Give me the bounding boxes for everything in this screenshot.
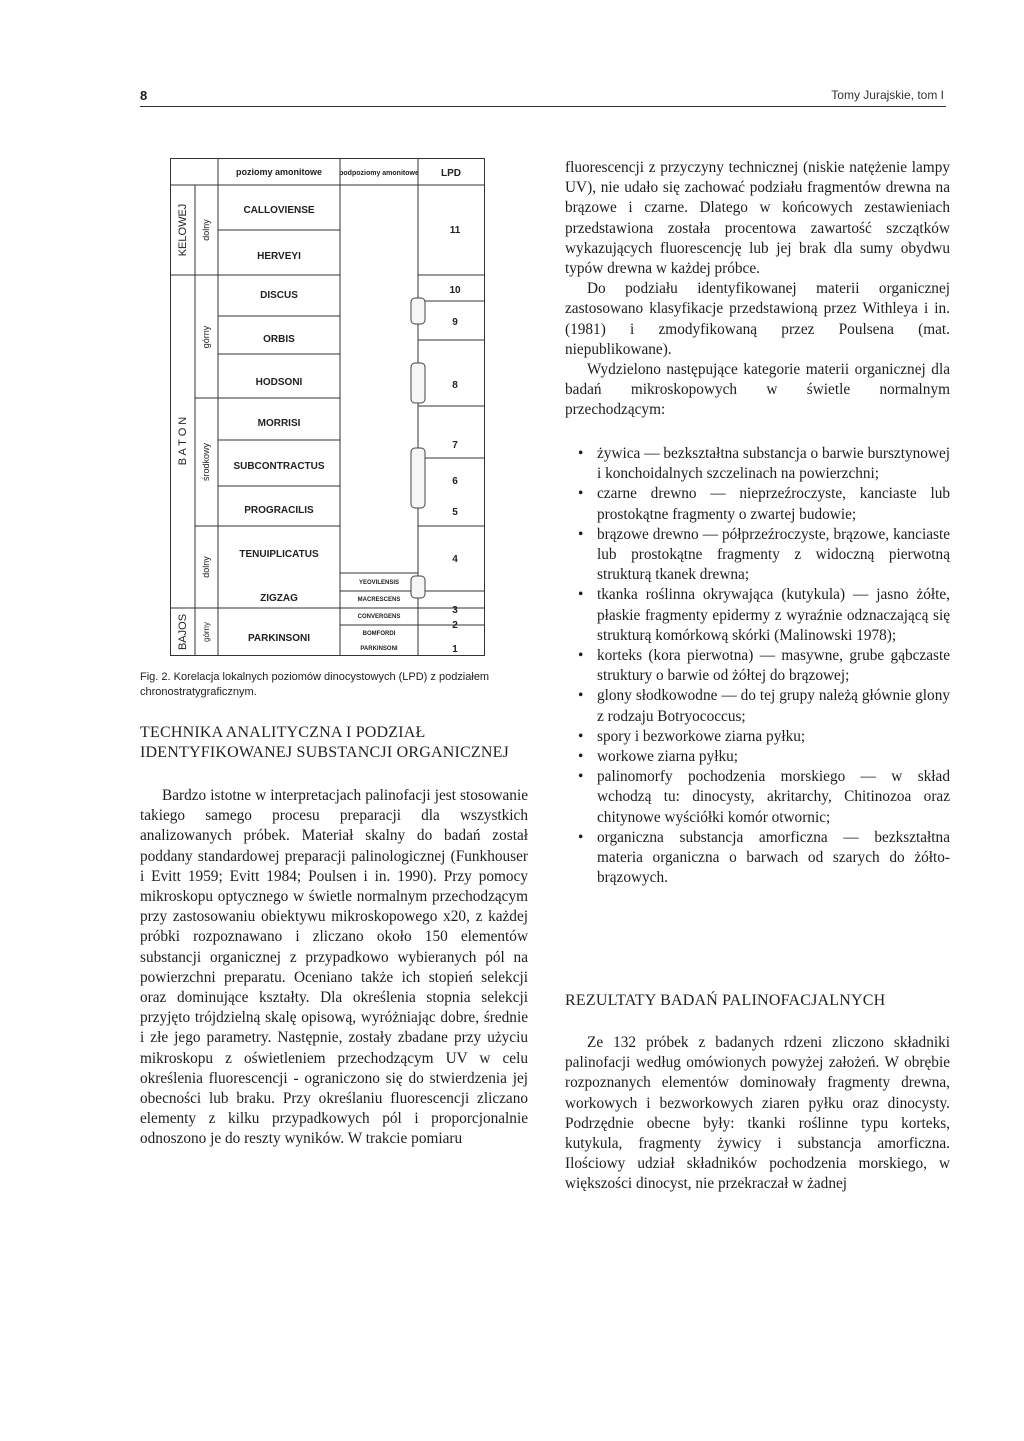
left-paragraph: Bardzo istotne w interpretacjach palinofacji jest stosowanie takiego samego procesu preparacji dla wszystkich analizowanych próbek. Materiał skalny do badań został poddany standardowej preparacji palinologicznej (Funkhouser i Evitt 1959; Evitt 1984; Poulsen i in. 1990). Przy pomocy mikroskopu optycznego w świetle normalnym przechodzącym przy zastosowaniu obiektywu mikroskopowego x20, z każdej próbki rozpoznawano i zliczano około 150 elementów substancji organicznej z przypadkowo wybieranych pól na powierzchni preparatu. Oceniano także ich stopień selekcji oraz dominujące kształty. Dla określenia stopnia selekcji przyjęto trójdzielną skalę opisową, wyróżniając dobre, średnie i złe jego parametry. Następnie, zostały zbadane przy użyciu mikroskopu z oświetleniem przechodzącym UV w celu określenia fluorescencji - ograniczono się do stwierdzenia jej obecności lub braku. Przy określaniu fluorescencji zliczano elementy z kilku przypadkowych pól i proporcjonalnie odnoszono je do reszty wyników. W trakcie pomiaru xyxy=(140,787,528,1148)
lpd-boundary-marker xyxy=(411,576,425,598)
list-item: • żywica — bezkształtna substancja o barwie bursztynowej i konchoidalnych szczelinach na powierzchni; xyxy=(565,444,950,484)
lpd-3: 3 xyxy=(452,605,458,616)
right-body-text xyxy=(565,158,950,421)
zone-subcontractus: SUBCONTRACTUS xyxy=(233,461,325,472)
substage-gorny-baton: górny xyxy=(201,325,211,349)
list-item: • korteks (kora pierwotna) — masywne, grube gąbczaste struktury o barwie od żółtej do brązowej; xyxy=(565,646,950,686)
subzone-convergens: CONVERGENS xyxy=(357,614,401,620)
subzone-yeovilensis: YEOVILENSIS xyxy=(358,580,400,586)
figure-caption: Fig. 2. Korelacja lokalnych poziomów dinocystowych (LPD) z podziałem chronostratygraficznym. xyxy=(140,671,490,698)
right-paragraph-3: Wydzielono następujące kategorie materii organicznej dla badań mikroskopowych w świetle normalnym przechodzącym: xyxy=(565,361,950,419)
lpd-2: 2 xyxy=(452,620,458,631)
list-item: • glony słodkowodne — do tej grupy należą głównie glony z rodzaju Botryococcus; xyxy=(565,686,950,726)
zone-hodsoni: HODSONI xyxy=(255,377,303,388)
list-item: • czarne drewno — nieprzeźroczyste, kanciaste lub prostokątne fragmenty o zwartej budowie; xyxy=(565,484,950,524)
lpd-5: 5 xyxy=(452,507,458,518)
page-number: 8 xyxy=(140,88,148,103)
substage-dolny-baton: dolny xyxy=(201,556,211,578)
list-item: • organiczna substancja amorficzna — bezkształtna materia organiczna o barwach od szarych do żółto-brązowych. xyxy=(565,828,950,889)
zone-morrisi: MORRISI xyxy=(257,418,301,429)
running-header: Tomy Jurajskie, tom I xyxy=(831,88,944,102)
header-zones: poziomy amonitowe xyxy=(235,167,323,177)
lpd-9: 9 xyxy=(452,317,458,328)
lpd-boundary-marker xyxy=(411,448,425,508)
subzone-bomfordi: BOMFORDI xyxy=(362,631,396,637)
list-item: • spory i bezworkowe ziarna pyłku; xyxy=(565,727,950,747)
zone-tenuiplicatus: TENUIPLICATUS xyxy=(239,549,319,560)
zone-discus: DISCUS xyxy=(260,290,298,301)
lpd-1: 1 xyxy=(452,644,458,655)
stage-kelowej: KELOWEJ xyxy=(177,203,189,257)
substage-gorny-bajos: górny xyxy=(202,621,211,643)
substage-srodkowy-baton: środkowy xyxy=(201,442,211,482)
list-item: • brązowe drewno — półprzeźroczyste, brązowe, kanciaste lub prostokątne fragmenty z widoczną pierwotną strukturą tkanek drewna; xyxy=(565,525,950,586)
right-bottom-text xyxy=(565,1033,950,1195)
lpd-11: 11 xyxy=(449,225,461,236)
list-item: • tkanka roślinna okrywająca (kutykula) — jasno żółte, płaskie fragmenty epidermy z wyraźnie odznaczającą się strukturą komórkową skórki (Malinowski 1978); xyxy=(565,585,950,646)
list-item: • palinomorfy pochodzenia morskiego — w skład wchodzą tu: dinocysty, akritarchy, Chitinozoa oraz chitynowe wyściółki komór otwornic; xyxy=(565,767,950,828)
right-bottom-paragraph: Ze 132 próbek z badanych rdzeni zliczono składniki palinofacji według omówionych powyżej założeń. W obrębie rozpoznanych elementów dominowały fragmenty drewna, workowych i bezworkowych ziaren pyłku oraz dinocysty. Podrzędnie obecne były: tkanki roślinne typu korteks, kutykula, fragmenty żywicy i substancja amorficzna. Ilościowy udział składników pochodzenia morskiego, w większości dinocyst, nie przekraczał w żadnej xyxy=(565,1034,950,1193)
lpd-8: 8 xyxy=(452,380,458,391)
zone-zigzag: ZIGZAG xyxy=(260,593,298,604)
lpd-7: 7 xyxy=(452,440,458,451)
subzone-macrescens: MACRESCENS xyxy=(357,597,401,603)
lpd-10: 10 xyxy=(449,285,461,296)
stage-bajos: BAJOS xyxy=(177,613,189,651)
subzone-parkinsoni: PARKINSONI xyxy=(360,646,398,652)
zone-calloviense: CALLOVIENSE xyxy=(243,205,315,216)
section-heading-technika: TECHNIKA ANALITYCZNA I PODZIAŁ IDENTYFIKOWANEJ SUBSTANCJI ORGANICZNEJ xyxy=(140,724,509,761)
section-heading-rezultaty: REZULTATY BADAŃ PALINOFACJALNYCH xyxy=(565,992,886,1009)
stratigraphy-figure xyxy=(170,158,490,658)
zone-parkinsoni: PARKINSONI xyxy=(247,633,311,644)
right-paragraph-2: Do podziału identyfikowanej materii organicznej zastosowano klasyfikacje przedstawioną przez Withleya i in. (1981) i zmodyfikowaną przez Poulsena (mat. niepublikowane). xyxy=(565,280,950,358)
header-subzones: podpoziomy amonitowe xyxy=(339,170,419,177)
header-rule xyxy=(140,106,946,107)
list-item: • workowe ziarna pyłku; xyxy=(565,747,950,767)
lpd-boundary-marker xyxy=(411,363,425,403)
zone-herveyi: HERVEYI xyxy=(257,251,301,262)
stage-baton: B A T O N xyxy=(177,416,189,466)
substage-dolny-kelowej: dolny xyxy=(201,219,211,241)
organic-matter-categories xyxy=(565,444,950,888)
right-paragraph-1: fluorescencji z przyczyny technicznej (niskie natężenie lampy UV), nie udało się zachować podziału fragmentów drewna na brązowe i czarne. Dlatego w końcowych zestawieniach przedstawiona została procentowa zawartość szczątków wykazujących fluorescencję lub jej brak dla sumy obydwu typów drewna w każdej próbce. xyxy=(565,159,950,278)
left-body-text xyxy=(140,786,528,1150)
zone-progracilis: PROGRACILIS xyxy=(244,505,314,516)
lpd-boundary-marker xyxy=(411,298,425,324)
header-lpd: LPD xyxy=(441,168,461,179)
zone-orbis: ORBIS xyxy=(263,334,295,345)
lpd-6: 6 xyxy=(452,476,458,487)
lpd-4: 4 xyxy=(452,554,458,565)
